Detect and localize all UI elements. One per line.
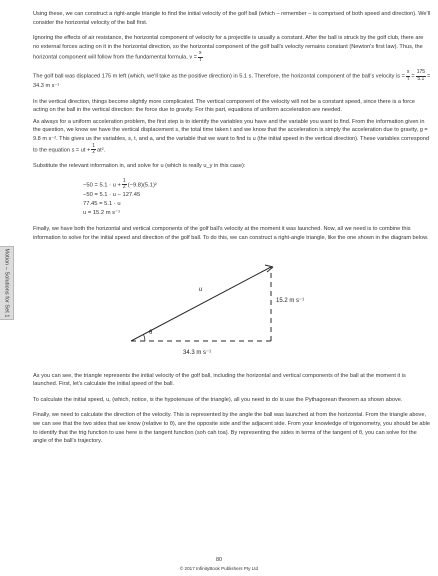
horizontal-component-label: 34.3 m s⁻¹ — [183, 349, 212, 356]
paragraph-speed: To calculate the initial speed, u, (which, notice, is the hypotenuse of the triangle), all you need to do is use the Pythagorean theorem as shown above. — [33, 396, 403, 403]
frac-numerator: 1 — [122, 177, 126, 184]
chapter-side-tab — [0, 246, 14, 320]
copyright-notice: © 2017 InfinityBook Publishers Pty Ltd — [179, 566, 259, 571]
page-number: 80 — [216, 557, 222, 563]
equation-line-1-a: −50 = 5.1 · u + — [83, 182, 121, 189]
eq-sign: = — [401, 73, 405, 80]
frac-denominator: t — [407, 75, 409, 82]
vertical-component-label: 15.2 m s⁻¹ — [276, 297, 305, 304]
paragraph-vertical: In the vertical direction, things become slightly more complicated. The vertical component of the velocity will not be a constant speed, since there is a force acting on the ball in the vertical direction: the force due to gravity. For this part, equations of uniform acceleration are needed. — [33, 98, 416, 114]
frac-denominator: 2 — [122, 184, 126, 191]
eq-sign: = — [411, 73, 415, 80]
frac-denominator: 5.1 — [417, 75, 425, 82]
equation-line-1-b: (−9.8)(5.1)² — [127, 182, 157, 189]
formula-175-over-5-1 — [416, 70, 426, 82]
formula-x-over-t-2 — [406, 70, 411, 82]
frac-denominator: 2 — [92, 148, 96, 155]
frac-numerator: x — [199, 50, 202, 57]
formula-one-half — [91, 144, 96, 156]
paragraph-substitute: Substitute the relevant information in, and solve for u (which is really u_y in this case): — [33, 163, 246, 170]
horizontal-velocity-result: = 34.3 m s⁻¹ — [33, 73, 431, 89]
paragraph-variables-text: As always for a uniform acceleration problem, the first step is to identify the variables you have and the variable you want to find. From the information given in the question, we know we have the vertical displacement s, the total time taken t and we know that the acceleration is simply the acceleration due to gravity, g = 9.8 m s⁻². This gives us the variables, s, t, and a, and the variable that we want to find is u (the initial speed in the vertical direction). These variables correspond to the equation — [33, 118, 430, 153]
equation-line-4: u = 15.2 m s⁻¹ — [83, 210, 121, 217]
paragraph-displacement — [33, 70, 431, 90]
frac-numerator: x — [406, 69, 410, 76]
formula-x-over-t — [198, 51, 203, 63]
equation-line-3: 77.45 = 5.1 · u — [83, 200, 121, 207]
equation-line-1 — [83, 179, 431, 191]
suvat-eq-lhs: s = ut + — [71, 146, 91, 153]
paragraph-combine: Finally, we have both the horizontal and vertical components of the golf ball's velocity at the moment it was launched. Now, all we need is to combine this information to solve for the initial speed and direction of the golf ball. To do this, we can construct a right-angle triangle, like the one shown in the diagram below. — [33, 226, 429, 241]
frac-numerator: 1 — [92, 142, 96, 149]
paragraph-displacement-text: The golf ball was displaced 175 m left (which, we'll take as the positive direction) in 5.1 s. Therefore, the horizontal component of the ball's velocity is — [33, 73, 401, 80]
paragraph-horizontal — [33, 34, 431, 63]
hypotenuse-label: u — [199, 286, 203, 293]
frac-numerator: 175 — [416, 69, 426, 76]
velocity-triangle-svg — [33, 249, 431, 365]
angle-arc — [144, 334, 146, 341]
chapter-side-tab-label: Motion – Solutions for Set 1 — [3, 248, 10, 318]
equation-block — [83, 179, 431, 218]
velocity-triangle-diagram — [33, 249, 431, 365]
formula-v-lhs: v = — [189, 54, 198, 61]
suvat-eq-rhs: at². — [97, 146, 106, 153]
paragraph-direction: Finally, we need to calculate the direction of the velocity. This is represented by the angle the ball was launched at from the horizontal. From the triangle above, we can see that the two sides that we know (relative to θ), are the opposite side and the adjacent side. From your knowledge of trigonometry, you should be able to identify that the trig function to use here is the tangent function (soh cah toa). By representing the sides in terms of the tangent of θ, you can solve for the angle of the ball's trajectory. — [33, 412, 430, 445]
formula-one-half-2 — [122, 179, 127, 191]
hypotenuse-arrowhead-a — [265, 265, 273, 267]
paragraph-intro: Using these, we can construct a right-angle triangle to find the initial velocity of the golf ball (which – remember – is comprised of both speed and direction). We'll consider the horizontal velocity of the ball first. — [33, 11, 431, 26]
frac-denominator: t — [199, 56, 201, 63]
page-content — [33, 10, 431, 446]
paragraph-horizontal-text: Ignoring the effects of air resistance, the horizontal component of velocity for a projectile is usually a constant. After the ball is struck by the golf club, there are no external forces acting on it in the horizontal direction, so the horizontal component of the golf ball's velocity remains constant (Newton's first law). Thus, the horizontal component will follow from the fundamental formula, — [33, 35, 424, 61]
paragraph-triangle: As you can see, the triangle represents the initial velocity of the golf ball, including the horizontal and vertical components of the ball at the moment it is launched. First, let's calculate the initial speed of the ball. — [33, 372, 406, 388]
theta-label: θ — [149, 329, 153, 336]
paragraph-variables — [33, 118, 431, 156]
equation-line-2: −50 = 5.1 · u − 127.45 — [83, 191, 141, 198]
